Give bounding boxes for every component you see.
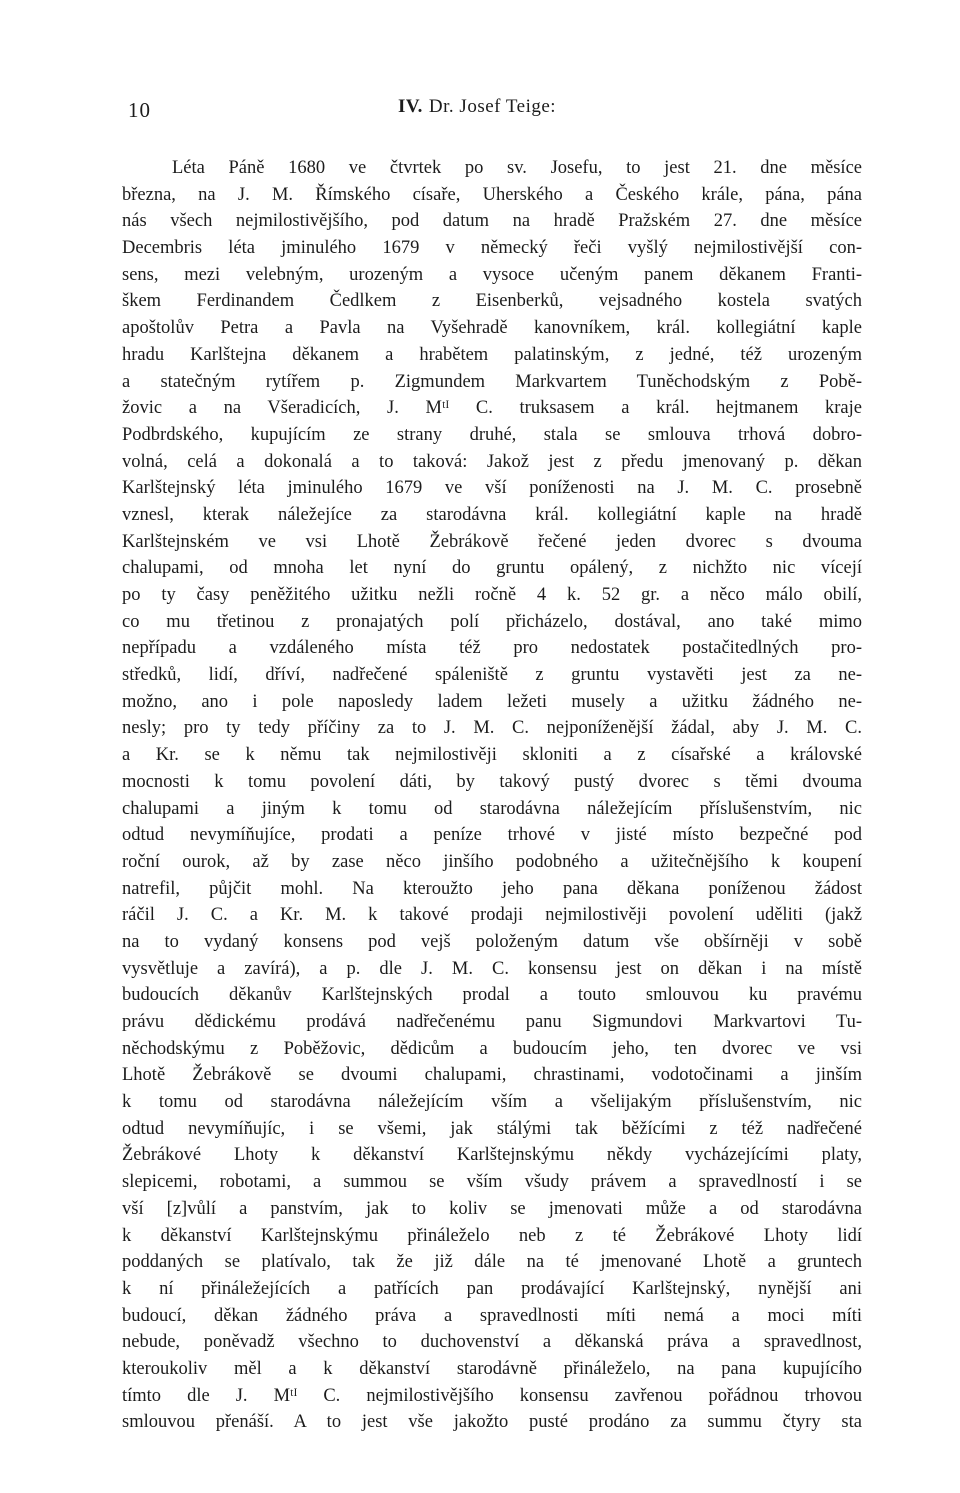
- text-line: a Kr. se k němu tak nejmilostivěji skloniti a z císařské a královské: [122, 745, 862, 766]
- text-line: Lhotě Žebrákově se dvoumi chalupami, chrastinami, vodotočinami a jinším: [122, 1065, 862, 1086]
- text-line: apoštolův Petra a Pavla na Vyšehradě kanovníkem, král. kollegiátní kaple: [122, 318, 862, 339]
- text-line: března, na J. M. Římského císaře, Uherského a Českého krále, pána, pána: [122, 184, 862, 205]
- text-line: a statečným rytířem p. Zigmundem Markvartem Tuněchodským z Pobě-: [122, 371, 862, 392]
- text-line: žovic a na Všeradicích, J. Mᵗᴵ C. truksasem a král. hejtmanem kraje: [122, 398, 862, 419]
- text-line: nebude, poněvadž všechno to duchovenství a děkanská práva a spravedlnost,: [122, 1332, 862, 1353]
- text-line: Decembris léta jminulého 1679 v německý řeči vyšlý nejmilostivější con-: [122, 238, 862, 259]
- text-line: nesly; pro ty tedy příčiny za to J. M. C. nejponíženější žádal, aby J. M. C.: [122, 718, 862, 739]
- text-line: Žebrákové Lhoty k děkanství Karlštejnskýmu někdy vycházejícími platy,: [122, 1145, 862, 1166]
- text-line: Léta Páně 1680 ve čtvrtek po sv. Josefu, to jest 21. dne měsíce: [172, 158, 862, 178]
- text-line: právu dědickému prodává nadřečenému panu Sigmundovi Markvartovi Tu-: [122, 1012, 862, 1032]
- text-line: odtud nevymíňujíce, prodati a peníze trhové v jisté místo bezpečné pod: [122, 825, 862, 846]
- text-line: co mu třetinou z pronajatých polí přicházelo, dostával, ano také mimo: [122, 611, 862, 632]
- text-line: středků, lidí, dříví, nadřečené spáleniště z gruntu vystavěti jest za ne-: [122, 665, 862, 686]
- text-line: chalupami, od mnoha let nyní do gruntu opálený, z nichžto nic vícejí: [122, 558, 862, 579]
- text-line: k tomu od starodávna náležejícím vším a všelijakým příslušenstvím, nic: [122, 1092, 862, 1113]
- text-line: slepicemi, robotami, a summou se vším všudy právem a spravedlností i se: [122, 1172, 862, 1193]
- running-head: [398, 96, 556, 118]
- text-line: Karlštejnském ve vsi Lhotě Žebrákově řečené jeden dvorec s dvouma: [122, 531, 862, 552]
- text-line: roční ourok, až by zase něco jinšího podobného a užitečnějšího k koupení: [122, 851, 862, 872]
- text-line: po ty časy peněžitého užitku nežli ročně 4 k. 52 gr. a něco málo obilí,: [122, 585, 862, 605]
- text-line: škem Ferdinandem Čedlkem z Eisenberků, vejsadného kostela svatých: [122, 291, 862, 312]
- text-line: smlouvou přenáší. A to jest vše jakožto pusté prodáno za summu čtyry sta: [122, 1412, 862, 1433]
- text-line: možno, ano i pole naposledy ladem ležeti musely a užitku žádného ne-: [122, 691, 862, 712]
- text-line: na to vydaný konsens pod vejš položeným datum vše obšírněji v sobě: [122, 931, 862, 952]
- text-line: k ní přináležejících a patřících pan prodávající Karlštejnský, nynější ani: [122, 1278, 862, 1299]
- text-line: vznesl, kterak náležejíce za starodávna král. kollegiátní kaple na hradě: [122, 504, 862, 525]
- text-line: sens, mezi velebným, urozeným a vysoce učeným panem děkanem Franti-: [122, 264, 862, 285]
- text-line: chalupami a jiným k tomu od starodávna náležejícím příslušenstvím, nic: [122, 798, 862, 819]
- text-line: Podbrdského, kupujícím ze strany druhé, stala se smlouva trhová dobro-: [122, 424, 862, 445]
- text-line: mocnosti k tomu povolení dáti, by takový pustý dvorec s těmi dvouma: [122, 771, 862, 792]
- text-line: tímto dle J. Mᵗᴵ C. nejmilostivějšího konsensu zavřenou pořádnou trhovou: [122, 1385, 862, 1406]
- text-line: odtud nevymíňujíc, i se všemi, jak stálými tak běžícími z též nadřečené: [122, 1118, 862, 1139]
- text-line: vysvětluje a zavírá), a p. dle J. M. C. konsensu jest on děkan i na místě: [122, 958, 862, 979]
- text-line: hradu Karlštejna děkanem a hrabětem palatinským, z jedné, též urozeným: [122, 344, 862, 365]
- text-line: budoucí, děkan žádného práva a spravedlnosti míti nemá a moci míti: [122, 1305, 862, 1326]
- text-line: poddaných se platívalo, tak že již dále na té jmenované Lhotě a gruntech: [122, 1252, 862, 1273]
- text-line: vší [z]vůlí a panstvím, jak to koliv se jmenovati může a od starodávna: [122, 1198, 862, 1219]
- body-text: [122, 155, 862, 1436]
- running-head-author: Dr. Josef Teige:: [428, 96, 557, 117]
- text-line: volná, celá a dokonalá a to taková: Jakož jest z předu jmenovaný p. děkan: [122, 451, 862, 472]
- text-line: k děkanství Karlštejnskýmu přináleželo neb z té Žebrákové Lhoty lidí: [122, 1225, 862, 1246]
- text-line: natrefil, půjčit mohl. Na kteroužto jeho pana děkana poníženou žádost: [122, 878, 862, 899]
- text-line: kteroukoliv měl a k děkanství starodávně přináleželo, na pana kupujícího: [122, 1358, 862, 1379]
- text-line: Karlštejnský léta jminulého 1679 ve vší poníženosti na J. M. C. prosebně: [122, 478, 862, 499]
- text-line: něchodskýmu z Poběžovic, dědicům a budoucím jeho, ten dvorec ve vsi: [122, 1038, 862, 1059]
- text-line: nás všech nejmilostivějšího, pod datum na hradě Pražském 27. dne měsíce: [122, 211, 862, 232]
- running-head-volume: IV.: [398, 96, 423, 117]
- text-line: nepřípadu a vzdáleného místa též pro nedostatek postačitedlných pro-: [122, 638, 862, 659]
- text-line: ráčil J. C. a Kr. M. k takové prodaji nejmilostivěji povolení uděliti (jakž: [122, 905, 862, 926]
- page-number: 10: [128, 98, 151, 122]
- text-line: budoucích děkanův Karlštejnských prodal a touto smlouvou ku pravému: [122, 985, 862, 1006]
